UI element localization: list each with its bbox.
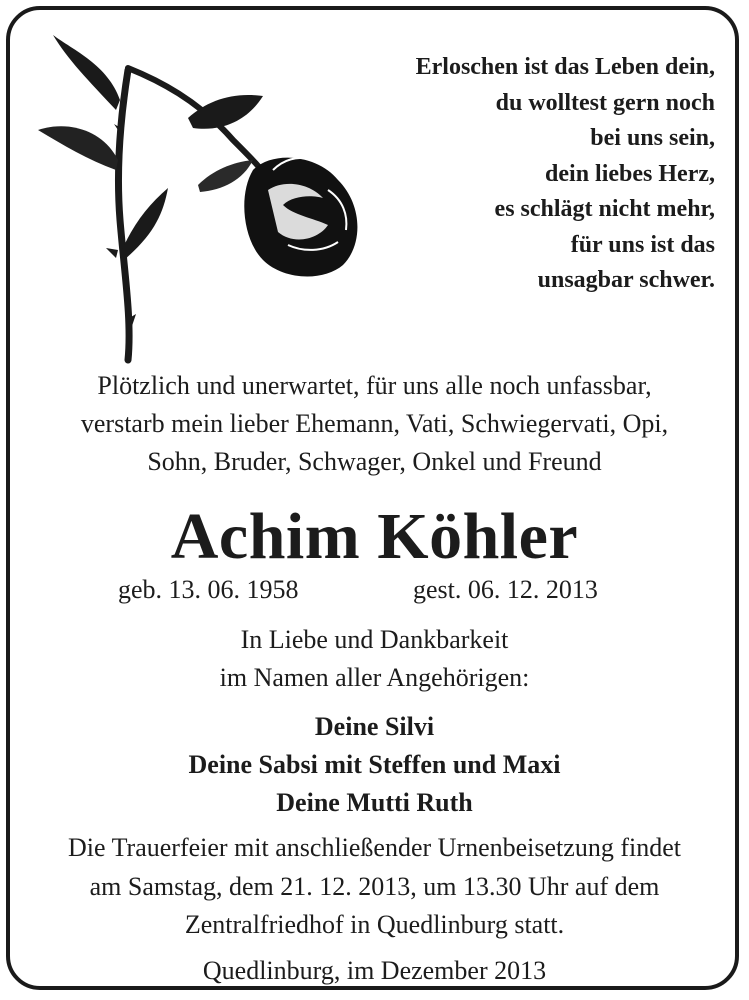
- service-details: [0, 829, 749, 945]
- announcement-line: Sohn, Bruder, Schwager, Onkel und Freund: [147, 447, 602, 476]
- announcement-text: [0, 367, 749, 481]
- service-line: am Samstag, dem 21. 12. 2013, um 13.30 Uhr auf dem: [89, 871, 660, 901]
- life-dates: [0, 573, 749, 607]
- thanks-line: im Namen aller Angehörigen:: [219, 663, 530, 692]
- rose-icon: [28, 20, 368, 370]
- birth-date: geb. 13. 06. 1958: [118, 575, 299, 604]
- announcement-line: verstarb mein lieber Ehemann, Vati, Schwiegervati, Opi,: [80, 409, 669, 438]
- family-member: Deine Sabsi mit Steffen und Maxi: [188, 750, 561, 779]
- poem-line: für uns ist das: [570, 231, 715, 258]
- family-member: Deine Silvi: [314, 712, 435, 741]
- poem-line: unsagbar schwer.: [537, 267, 715, 293]
- memorial-poem: [416, 50, 715, 299]
- family-signatures: [0, 708, 749, 822]
- thanks-line: In Liebe und Dankbarkeit: [240, 625, 509, 654]
- poem-line: Erloschen ist das Leben dein,: [415, 54, 715, 80]
- death-date: gest. 06. 12. 2013: [413, 575, 598, 604]
- deceased-name: Achim Köhler: [170, 500, 579, 573]
- thanks-text: [0, 621, 749, 697]
- poem-line: bei uns sein,: [590, 125, 715, 151]
- poem-line: du wolltest gern noch: [495, 89, 715, 116]
- service-line: Zentralfriedhof in Quedlinburg statt.: [184, 910, 565, 939]
- poem-line: dein liebes Herz,: [545, 160, 715, 187]
- place-date: Quedlinburg, im Dezember 2013: [202, 956, 547, 985]
- poem-line: es schlägt nicht mehr,: [494, 196, 715, 222]
- service-line: Die Trauerfeier mit anschließender Urnenbeisetzung findet: [68, 833, 681, 862]
- announcement-line: Plötzlich und unerwartet, für uns alle noch unfassbar,: [97, 371, 652, 400]
- family-member: Deine Mutti Ruth: [276, 788, 473, 817]
